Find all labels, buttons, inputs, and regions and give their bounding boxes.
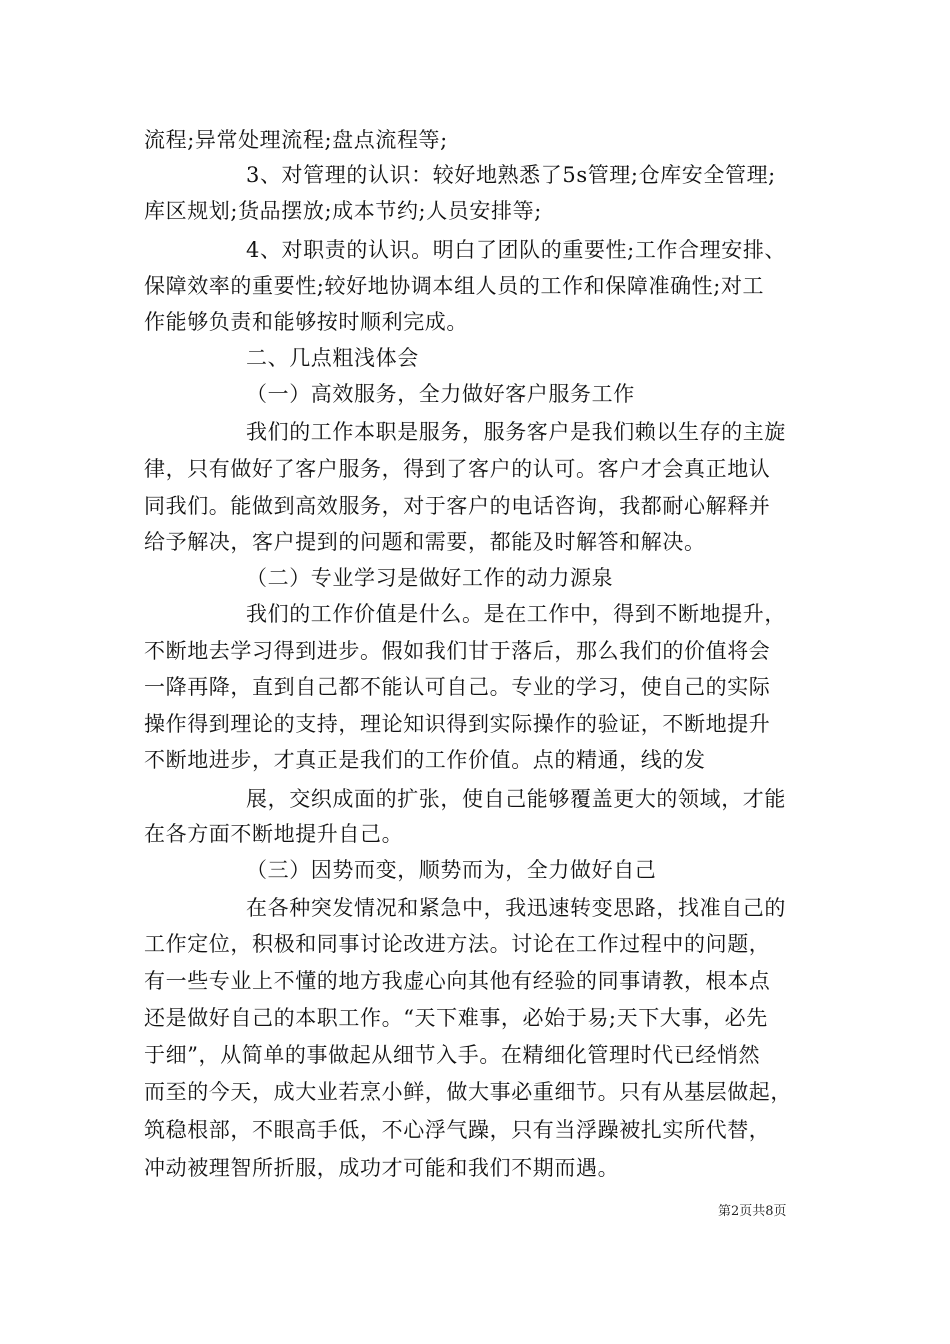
subsection-heading: （三）因势而变，顺势而为，全力做好自己 bbox=[246, 858, 657, 882]
text-line: 筑稳根部，不眼高手低，不心浮气躁，只有当浮躁被扎实所代替， bbox=[144, 1118, 771, 1142]
text-line: 流程;异常处理流程;盘点流程等; bbox=[144, 128, 448, 152]
subsection-heading: （二）专业学习是做好工作的动力源泉 bbox=[246, 566, 614, 590]
subsection-heading: （一）高效服务，全力做好客户服务工作 bbox=[246, 382, 635, 406]
text-line: 在各种突发情况和紧急中，我迅速转变思路，找准自己的 bbox=[246, 896, 786, 920]
text-line: 操作得到理论的支持，理论知识得到实际操作的验证，不断地提升 bbox=[144, 712, 771, 736]
text-line: 律，只有做好了客户服务，得到了客户的认可。客户才会真正地认 bbox=[144, 457, 771, 481]
text-line: 保障效率的重要性;较好地协调本组人员的工作和保障准确性;对工 bbox=[144, 274, 765, 298]
text-line: 冲动被理智所折服，成功才可能和我们不期而遇。 bbox=[144, 1156, 620, 1180]
text-line: 展，交织成面的扩张，使自己能够覆盖更大的领域，才能 bbox=[246, 787, 786, 811]
text-line: 我们的工作价值是什么。是在工作中，得到不断地提升， bbox=[246, 602, 786, 626]
text-line: 而至的今天，成大业若烹小鲜，做大事必重细节。只有从基层做起， bbox=[144, 1080, 792, 1104]
text-line: 不断地去学习得到进步。假如我们甘于落后，那么我们的价值将会 bbox=[144, 639, 771, 663]
text-line: 同我们。能做到高效服务，对于客户的电话咨询，我都耐心解释并 bbox=[144, 494, 771, 518]
text-line: 有一些专业上不懂的地方我虚心向其他有经验的同事请教，根本点 bbox=[144, 969, 771, 993]
text-line: 我们的工作本职是服务，服务客户是我们赖以生存的主旋 bbox=[246, 420, 786, 444]
text-line: 工作定位，积极和同事讨论改进方法。讨论在工作过程中的问题， bbox=[144, 932, 771, 956]
text-line: 一降再降，直到自己都不能认可自己。专业的学习，使自己的实际 bbox=[144, 675, 771, 699]
text-line: 库区规划;货品摆放;成本节约;人员安排等; bbox=[144, 199, 542, 223]
text-line: 还是做好自己的本职工作。“天下难事，必始于易;天下大事，必先 bbox=[144, 1006, 768, 1030]
text-line: 作能够负责和能够按时顺利完成。 bbox=[144, 310, 468, 334]
section-heading: 二、几点粗浅体会 bbox=[246, 346, 419, 370]
text-line: 于细”，从简单的事做起从细节入手。在精细化管理时代已经悄然 bbox=[144, 1043, 761, 1067]
page-number: 第2页共8页 bbox=[718, 1204, 787, 1219]
text-line: 在各方面不断地提升自己。 bbox=[144, 822, 404, 846]
text-line: 3、对管理的认识：较好地熟悉了5s管理;仓库安全管理; bbox=[246, 163, 776, 187]
text-line: 不断地进步，才真正是我们的工作价值。点的精通，线的发 bbox=[144, 748, 706, 772]
text-line: 4、对职责的认识。明白了团队的重要性;工作合理安排、 bbox=[246, 238, 787, 262]
text-line: 给予解决，客户提到的问题和需要，都能及时解答和解决。 bbox=[144, 530, 706, 554]
